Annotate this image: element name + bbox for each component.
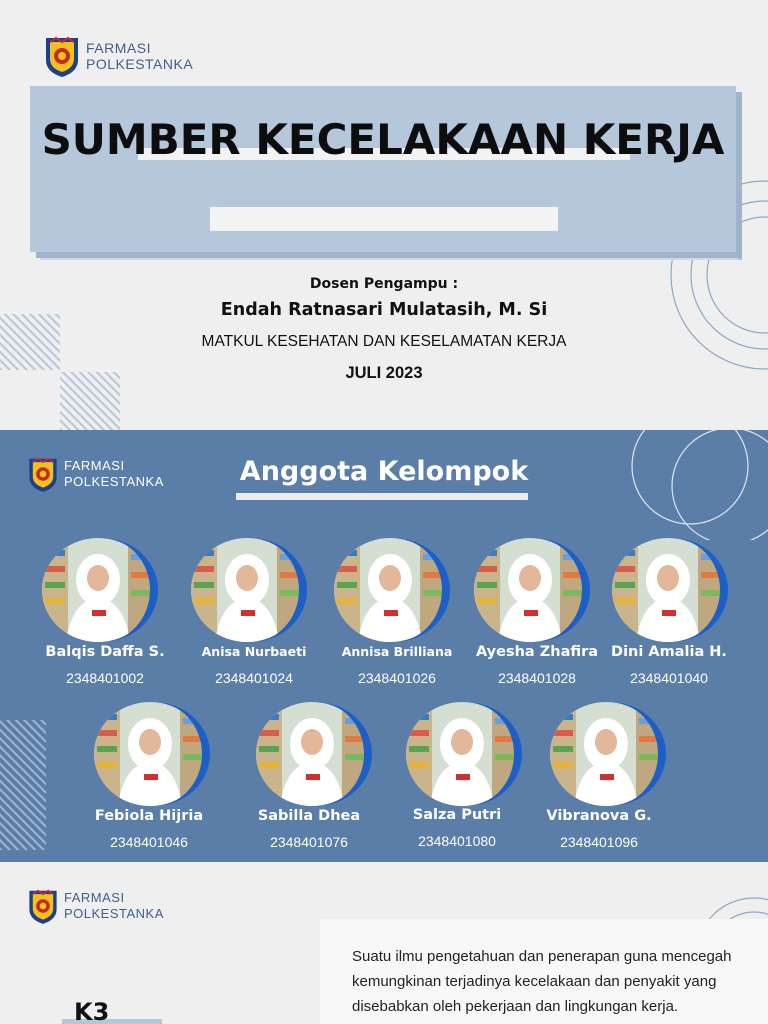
member-id: 2348401040 bbox=[630, 670, 708, 686]
member-name: Febiola Hijria bbox=[94, 808, 204, 824]
farmasi-logo bbox=[26, 886, 164, 926]
farmasi-logo bbox=[26, 454, 164, 494]
member-id: 2348401024 bbox=[215, 670, 293, 686]
logo-line2: POLKESTANKA bbox=[86, 56, 194, 72]
polkestanka-badge-icon bbox=[42, 34, 82, 78]
definition-text: Suatu ilmu pengetahuan dan penerapan guna mencegah kemungkinan terjadinya kecelakaan dan penyakit yang disebabkan oleh pekerjaan dan lingkungan kerja. bbox=[352, 948, 732, 1015]
logo-line1: FARMASI bbox=[86, 40, 151, 56]
farmasi-logo bbox=[42, 34, 193, 78]
logo-line2: POLKESTANKA bbox=[64, 474, 164, 489]
logo-line1: FARMASI bbox=[64, 890, 125, 905]
page-title: SUMBER KECELAKAAN KERJA bbox=[41, 115, 725, 164]
member-name: Dini Amalia H. bbox=[611, 644, 727, 660]
hatch-decoration bbox=[0, 720, 46, 850]
photo-ring bbox=[260, 702, 372, 806]
logo-line2: POLKESTANKA bbox=[64, 906, 164, 921]
photo-ring bbox=[616, 538, 728, 642]
member-name: Annisa Brilliana bbox=[341, 644, 453, 659]
photo-ring bbox=[98, 702, 210, 806]
member-name: Vibranova G. bbox=[546, 808, 652, 824]
member-id: 2348401002 bbox=[66, 670, 144, 686]
member-name: Sabilla Dhea bbox=[257, 808, 361, 824]
member-id: 2348401080 bbox=[418, 833, 496, 849]
member-name: Ayesha Zhafira bbox=[475, 644, 599, 660]
lecturer-label: Dosen Pengampu : bbox=[309, 276, 459, 292]
photo-ring bbox=[554, 702, 666, 806]
logo-line1: FARMASI bbox=[64, 458, 125, 473]
member-id: 2348401096 bbox=[560, 834, 638, 850]
member-id: 2348401046 bbox=[110, 834, 188, 850]
member-id: 2348401076 bbox=[270, 834, 348, 850]
member-name: Anisa Nurbaeti bbox=[201, 644, 307, 659]
polkestanka-badge-icon bbox=[26, 454, 60, 494]
member-name: Salza Putri bbox=[412, 807, 502, 823]
course-name: MATKUL KESEHATAN DAN KESELAMATAN KERJA bbox=[201, 333, 567, 350]
title-highlight bbox=[210, 207, 558, 231]
photo-ring bbox=[46, 538, 158, 642]
photo-ring bbox=[338, 538, 450, 642]
polkestanka-badge-icon bbox=[26, 886, 60, 926]
title-underline bbox=[236, 493, 528, 500]
member-name: Balqis Daffa S. bbox=[45, 644, 165, 660]
member-id: 2348401028 bbox=[498, 670, 576, 686]
lecturer-name: Endah Ratnasari Mulatasih, M. Si bbox=[220, 300, 548, 320]
title-slide bbox=[0, 0, 768, 430]
photo-ring bbox=[410, 702, 522, 806]
definition-slide bbox=[0, 862, 768, 1024]
k3-heading: K3 bbox=[74, 998, 110, 1024]
photo-ring bbox=[478, 538, 590, 642]
member-id: 2348401026 bbox=[358, 670, 436, 686]
circles-decoration bbox=[620, 430, 768, 540]
members-title: Anggota Kelompok bbox=[239, 456, 529, 487]
date: JULI 2023 bbox=[345, 364, 423, 382]
members-slide bbox=[0, 430, 768, 862]
photo-ring bbox=[195, 538, 307, 642]
